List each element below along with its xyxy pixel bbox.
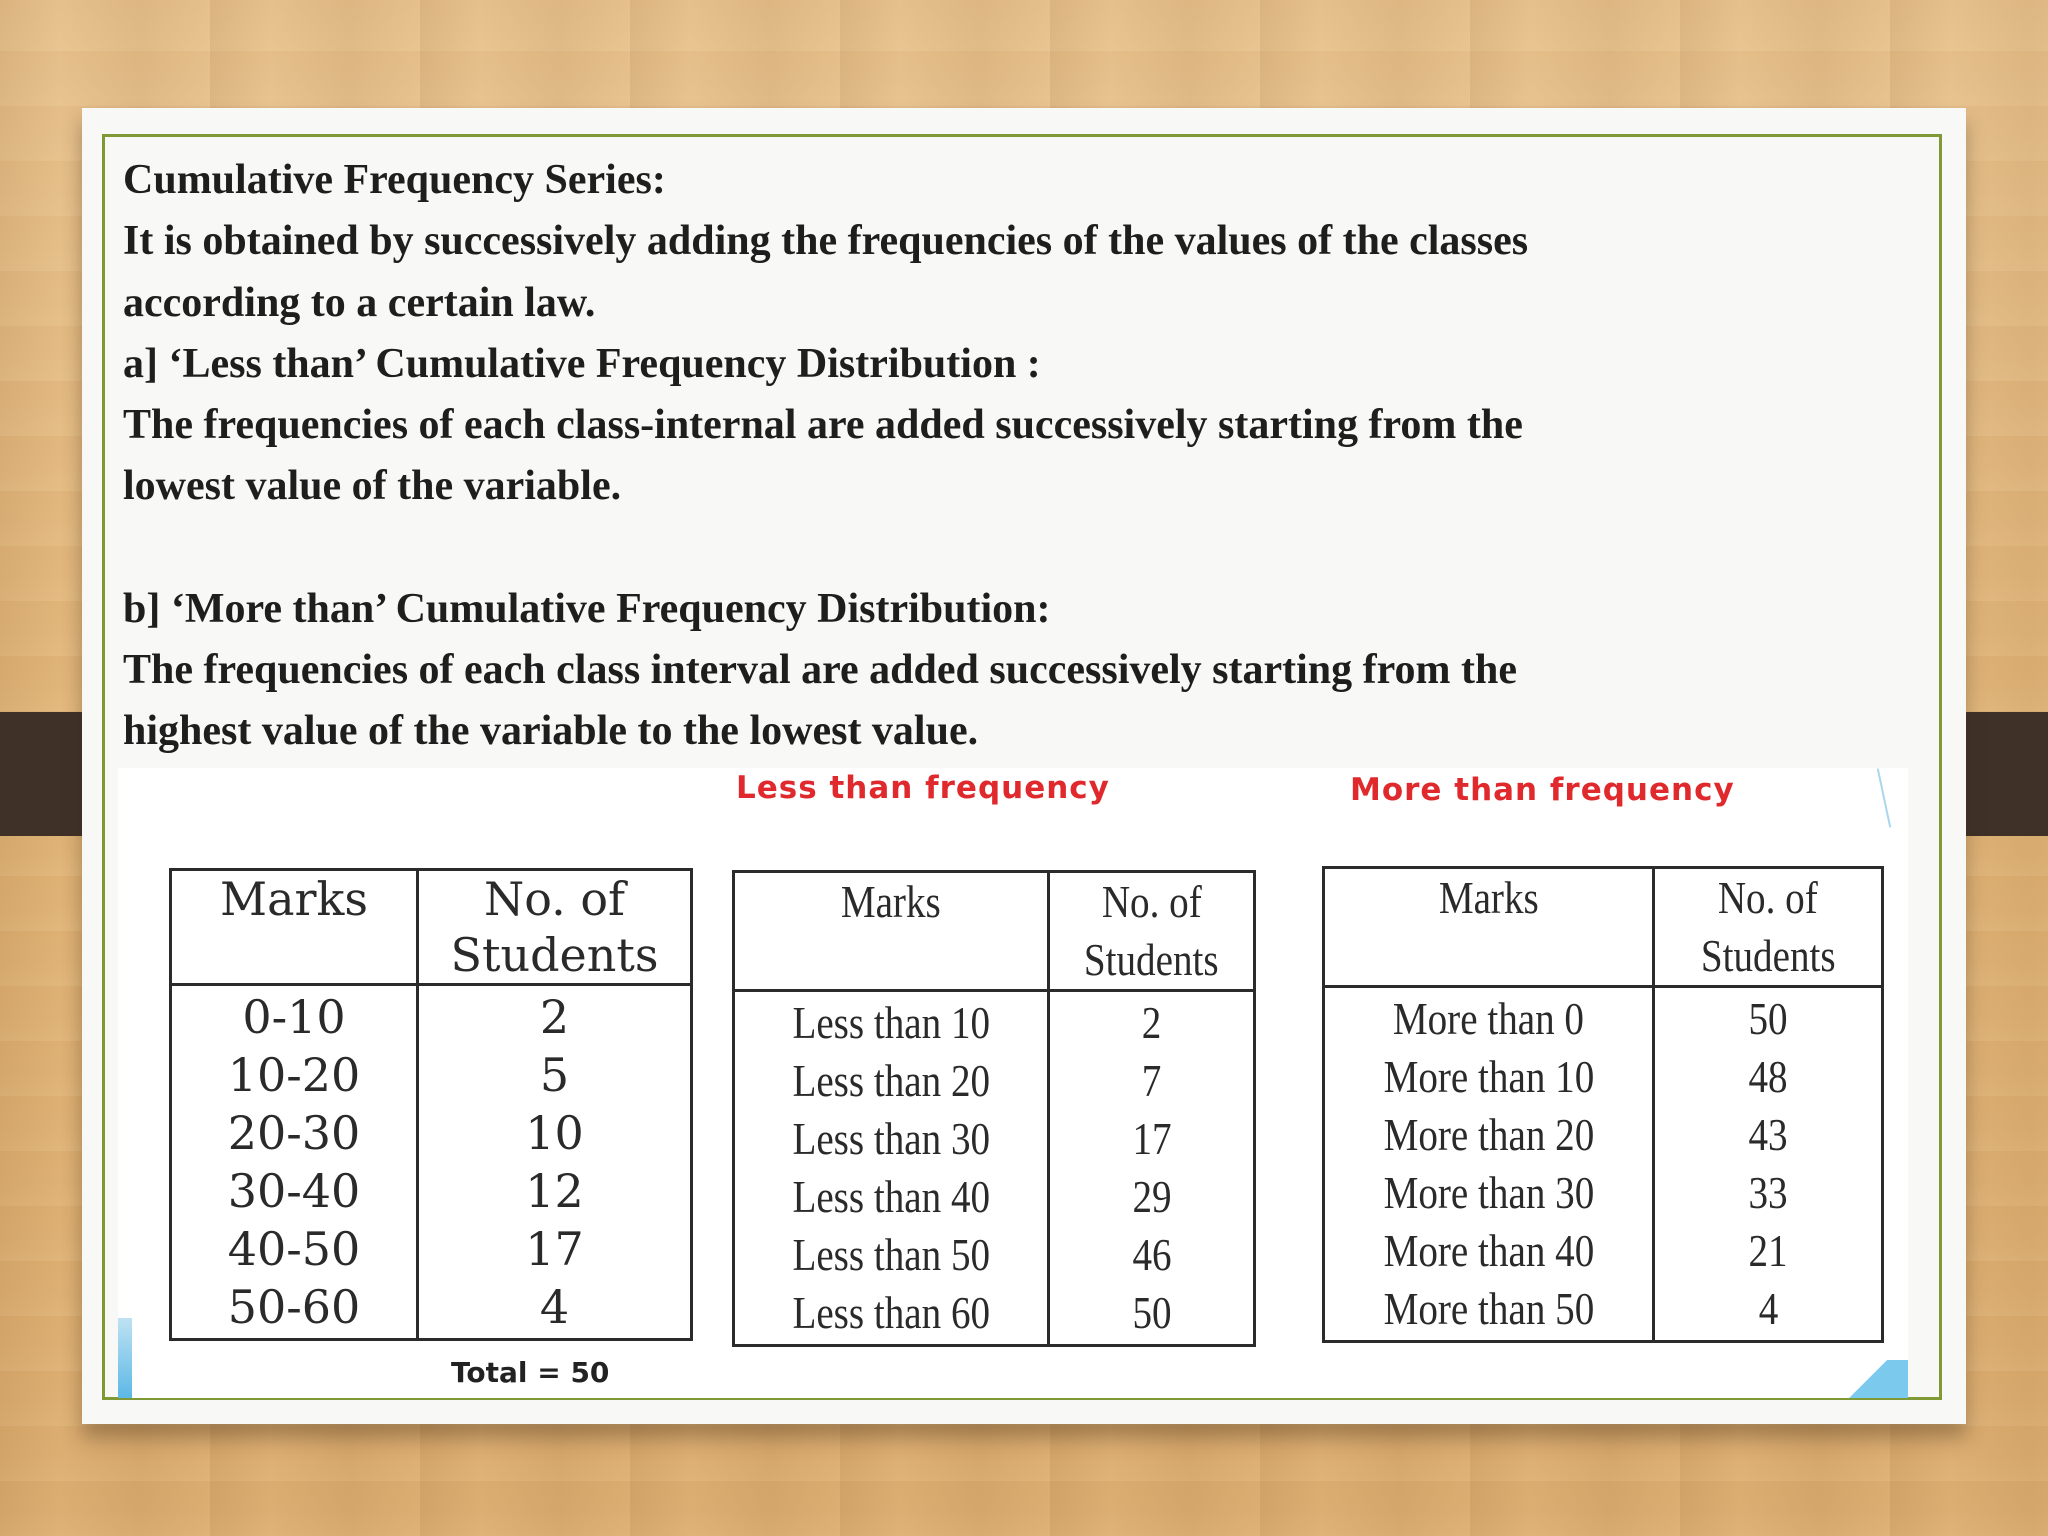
column-header-marks: Marks [734,872,1049,991]
definition-line: It is obtained by successively adding the frequencies of the values of the classes [123,218,1529,265]
total-label: Total = 50 [451,1356,610,1389]
column-header-students: No. of Students [1654,868,1883,987]
more-than-description: highest value of the variable to the lowest value. [123,708,979,755]
less-than-caption: Less than frequency [736,770,1110,806]
column-header-marks: Marks [1324,868,1654,987]
less-than-description: The frequencies of each class-internal are added successively starting from the [123,402,1523,449]
table-row: More than 30 33 [1324,1164,1883,1222]
column-header-marks: Marks [171,870,418,985]
table-row: 50-60 4 [171,1278,692,1340]
decorative-line [1877,768,1891,827]
more-than-heading: b] ‘More than’ Cumulative Frequency Distribution: [123,585,1051,632]
table-row: More than 40 21 [1324,1222,1883,1280]
table-row: Less than 40 29 [734,1168,1255,1226]
decorative-accent [118,1318,132,1398]
column-header-students: No. of Students [418,870,692,985]
more-than-caption: More than frequency [1350,772,1735,808]
table-row: Less than 50 46 [734,1226,1255,1284]
table-row: Less than 60 50 [734,1284,1255,1346]
frequency-table [169,868,693,1341]
table-row: More than 10 48 [1324,1048,1883,1106]
slide-title: Cumulative Frequency Series: [123,157,666,203]
column-header-students: No. of Students [1049,872,1255,991]
tables-image-panel [118,768,1908,1398]
table-row: More than 0 50 [1324,987,1883,1049]
table-row: Less than 20 7 [734,1052,1255,1110]
less-than-table [732,870,1256,1347]
table-row: More than 50 4 [1324,1280,1883,1342]
table-row: Less than 10 2 [734,991,1255,1053]
table-row: 30-40 12 [171,1162,692,1220]
less-than-heading: a] ‘Less than’ Cumulative Frequency Distribution : [123,340,1041,387]
more-than-description: The frequencies of each class interval are added successively starting from the [123,647,1517,694]
definition-line: according to a certain law. [123,279,596,326]
paragraph-gap [123,518,1923,579]
slide-text [123,150,1923,763]
table-header-row [734,872,1255,991]
table-row: 20-30 10 [171,1104,692,1162]
decorative-accent [1838,1360,1908,1398]
table-header-row [1324,868,1883,987]
table-row: 40-50 17 [171,1220,692,1278]
table-header-row [171,870,692,985]
table-row: Less than 30 17 [734,1110,1255,1168]
table-row: More than 20 43 [1324,1106,1883,1164]
less-than-description: lowest value of the variable. [123,463,622,510]
more-than-table [1322,866,1884,1343]
table-row: 0-10 2 [171,985,692,1047]
table-row: 10-20 5 [171,1046,692,1104]
